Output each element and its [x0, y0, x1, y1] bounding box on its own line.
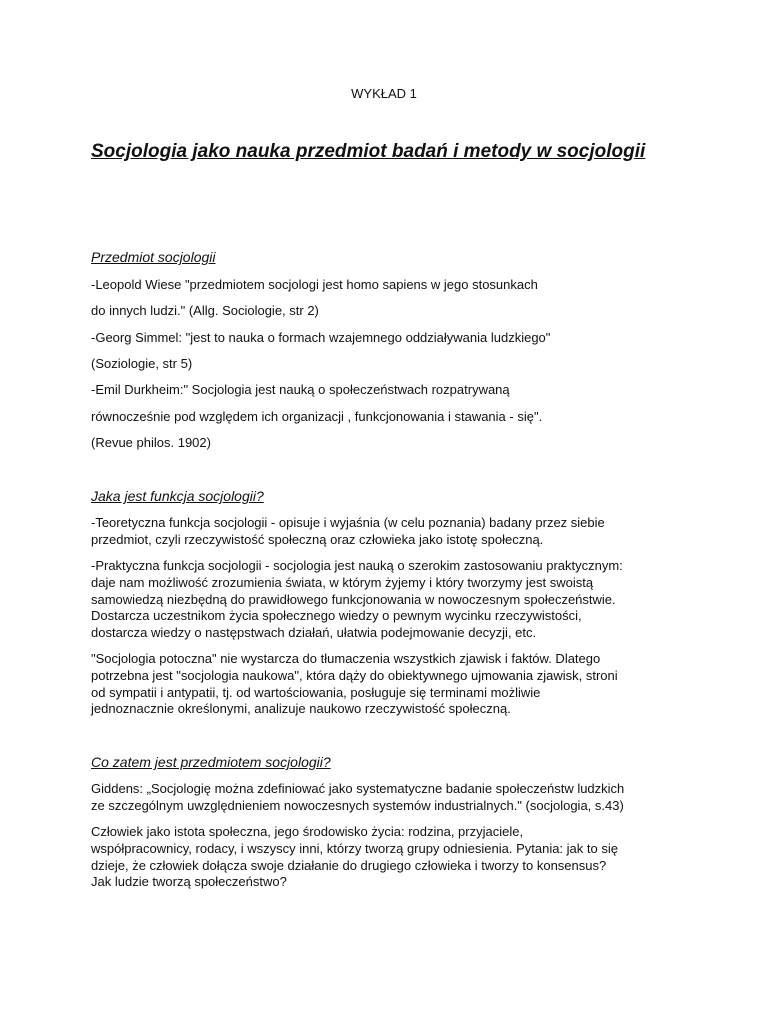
paragraph-line: -Praktyczna funkcja socjologii - socjologia jest nauką o szerokim zastosowaniu praktycznym: [91, 558, 623, 573]
paragraph-colloquial [91, 651, 673, 718]
paragraph-line: współpracownicy, rodacy, i wszyscy inni, którzy tworzą grupy odniesienia. Pytania: jak to się [91, 840, 618, 856]
quote-line: do innych ludzi." (Allg. Sociologie, str 2) [91, 303, 319, 318]
paragraph-line: potrzebna jest "socjologia naukowa", która dąży do obiektywnego ujmowania zjawisk, stroni [91, 667, 618, 683]
paragraph-line: samowiedzą niezbędną do prawidłowego funkcjonowania w nowoczesnym społeczeństwie. [91, 591, 616, 607]
paragraph-human [91, 824, 673, 891]
paragraph-line: daje nam możliwość zrozumienia świata, w którym żyjemy i który tworzymy jest swoistą [91, 574, 594, 590]
quote-line: równocześnie pod względem ich organizacji , funkcjonowania i stawania - się". [91, 409, 543, 424]
paragraph-line: ze szczególnym uwzględnieniem nowoczesnych systemów industrialnych." (socjologia, s.43) [91, 797, 624, 813]
paragraph-line: -Teoretyczna funkcja socjologii - opisuje i wyjaśnia (w celu poznania) badany przez siebie [91, 515, 605, 530]
section-heading-what: Co zatem jest przedmiotem socjologii? [91, 754, 331, 770]
quote-line: (Soziologie, str 5) [91, 356, 193, 371]
paragraph-line: przedmiot, czyli rzeczywistość społeczną oraz człowieka jako istotę społeczną. [91, 531, 544, 547]
section-heading-subject: Przedmiot socjologii [91, 249, 216, 265]
paragraph-line: Człowiek jako istota społeczna, jego środowisko życia: rodzina, przyjaciele, [91, 824, 524, 839]
paragraph-line: dostarcza wiedzy o następstwach działań, ułatwia podejmowanie decyzji, etc. [91, 625, 537, 641]
paragraph-line: Giddens: „Socjologię można zdefiniować jako systematyczne badanie społeczeństw ludzkich [91, 781, 625, 796]
paragraph-line: dzieje, że człowiek dołącza swoje działanie do drugiego człowieka i tworzy to konsensus? [91, 857, 607, 873]
section-heading-function: Jaka jest funkcja socjologii? [91, 488, 264, 504]
quote-line: -Leopold Wiese "przedmiotem socjologi jest homo sapiens w jego stosunkach [91, 277, 538, 292]
paragraph-line: od sympatii i antypatii, tj. od wartościowania, posługuje się terminami możliwie [91, 684, 541, 700]
paragraph-line: Dostarcza uczestnikom życia społecznego wiedzy o pewnym wycinku rzeczywistości, [91, 608, 582, 624]
paragraph-practical [91, 558, 673, 642]
paragraph-line: "Socjologia potoczna" nie wystarcza do tłumaczenia wszystkich zjawisk i faktów. Dlatego [91, 651, 601, 666]
document-title: Socjologia jako nauka przedmiot badań i metody w socjologii [91, 141, 646, 162]
paragraph-theoretical [91, 515, 673, 549]
paragraph-line: jednoznacznie określonymi, analizuje naukowo rzeczywistość społeczną. [91, 701, 511, 717]
lecture-label: WYKŁAD 1 [351, 86, 417, 101]
quote-line: (Revue philos. 1902) [91, 435, 211, 450]
quote-line: -Emil Durkheim:" Socjologia jest nauką o społeczeństwach rozpatrywaną [91, 382, 510, 397]
paragraph-line: Jak ludzie tworzą społeczeństwo? [91, 874, 287, 890]
quote-line: -Georg Simmel: "jest to nauka o formach wzajemnego oddziaływania ludzkiego" [91, 330, 551, 345]
paragraph-giddens [91, 781, 673, 815]
